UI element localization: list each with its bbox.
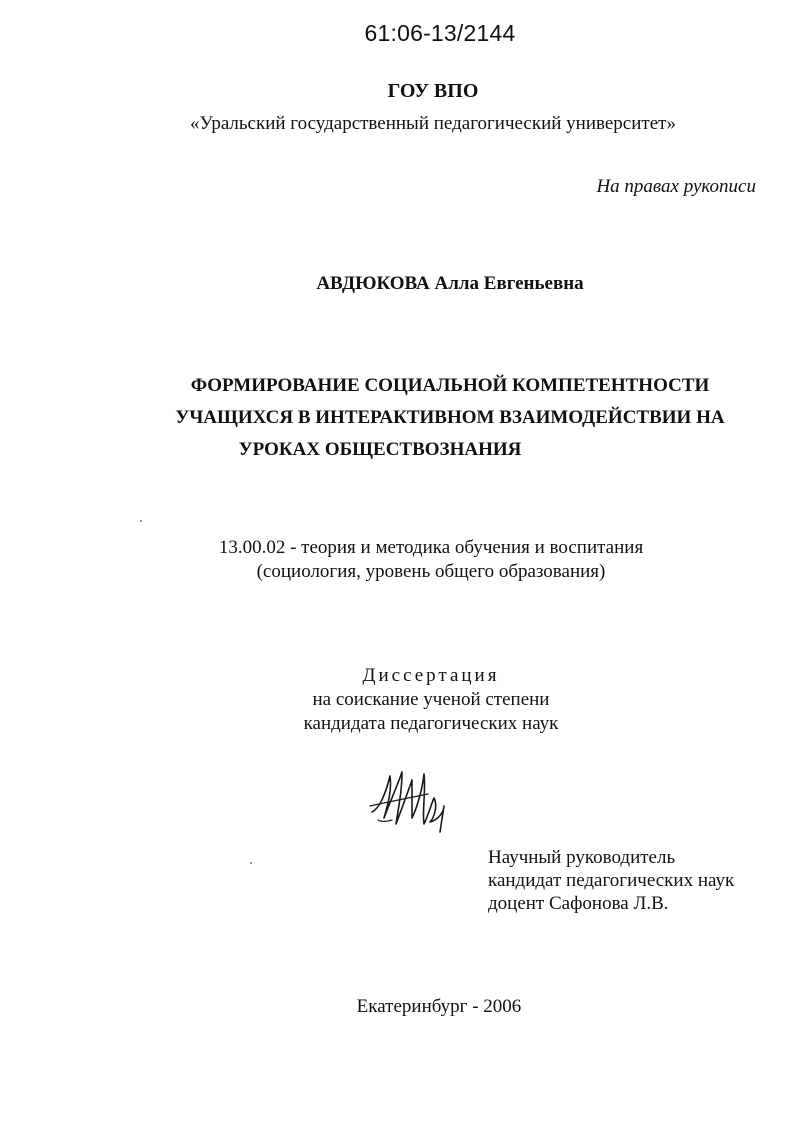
author-surname: АВДЮКОВА bbox=[316, 273, 430, 294]
title-line: УРОКАХ ОБЩЕСТВОЗНАНИЯ bbox=[238, 439, 522, 460]
title-line: ФОРМИРОВАНИЕ СОЦИАЛЬНОЙ КОМПЕТЕНТНОСТИ bbox=[190, 375, 710, 396]
specialty-line: (социология, уровень общего образования) bbox=[256, 561, 606, 582]
scientific-advisor bbox=[488, 846, 734, 915]
title-line: УЧАЩИХСЯ В ИНТЕРАКТИВНОМ ВЗАИМОДЕЙСТВИИ НА bbox=[175, 407, 725, 428]
city-year: Екатеринбург - 2006 bbox=[356, 996, 522, 1017]
institution-name: ГОУ ВПО bbox=[387, 80, 479, 102]
university-name: «Уральский государственный педагогический университет» bbox=[190, 113, 676, 134]
author-given-names: Алла Евгеньевна bbox=[434, 273, 584, 294]
catalog-number: 61:06-13/2144 bbox=[364, 20, 516, 46]
manuscript-rights-note: На правах рукописи bbox=[596, 176, 756, 197]
degree-line: кандидата педагогических наук bbox=[303, 713, 559, 734]
scan-speck bbox=[140, 520, 142, 522]
work-type: Диссертация bbox=[362, 665, 500, 686]
specialty-line: 13.00.02 - теория и методика обучения и воспитания bbox=[218, 537, 644, 558]
specialty-code bbox=[0, 536, 798, 584]
degree-line: на соискание ученой степени bbox=[312, 689, 550, 710]
degree-statement bbox=[0, 664, 798, 736]
scan-speck bbox=[250, 862, 252, 864]
advisor-name: доцент Сафонова Л.В. bbox=[488, 893, 669, 914]
author-name bbox=[0, 273, 798, 295]
dissertation-title bbox=[0, 370, 798, 466]
advisor-degree: кандидат педагогических наук bbox=[488, 870, 735, 891]
handwritten-signature bbox=[368, 762, 454, 836]
advisor-role: Научный руководитель bbox=[488, 847, 676, 868]
